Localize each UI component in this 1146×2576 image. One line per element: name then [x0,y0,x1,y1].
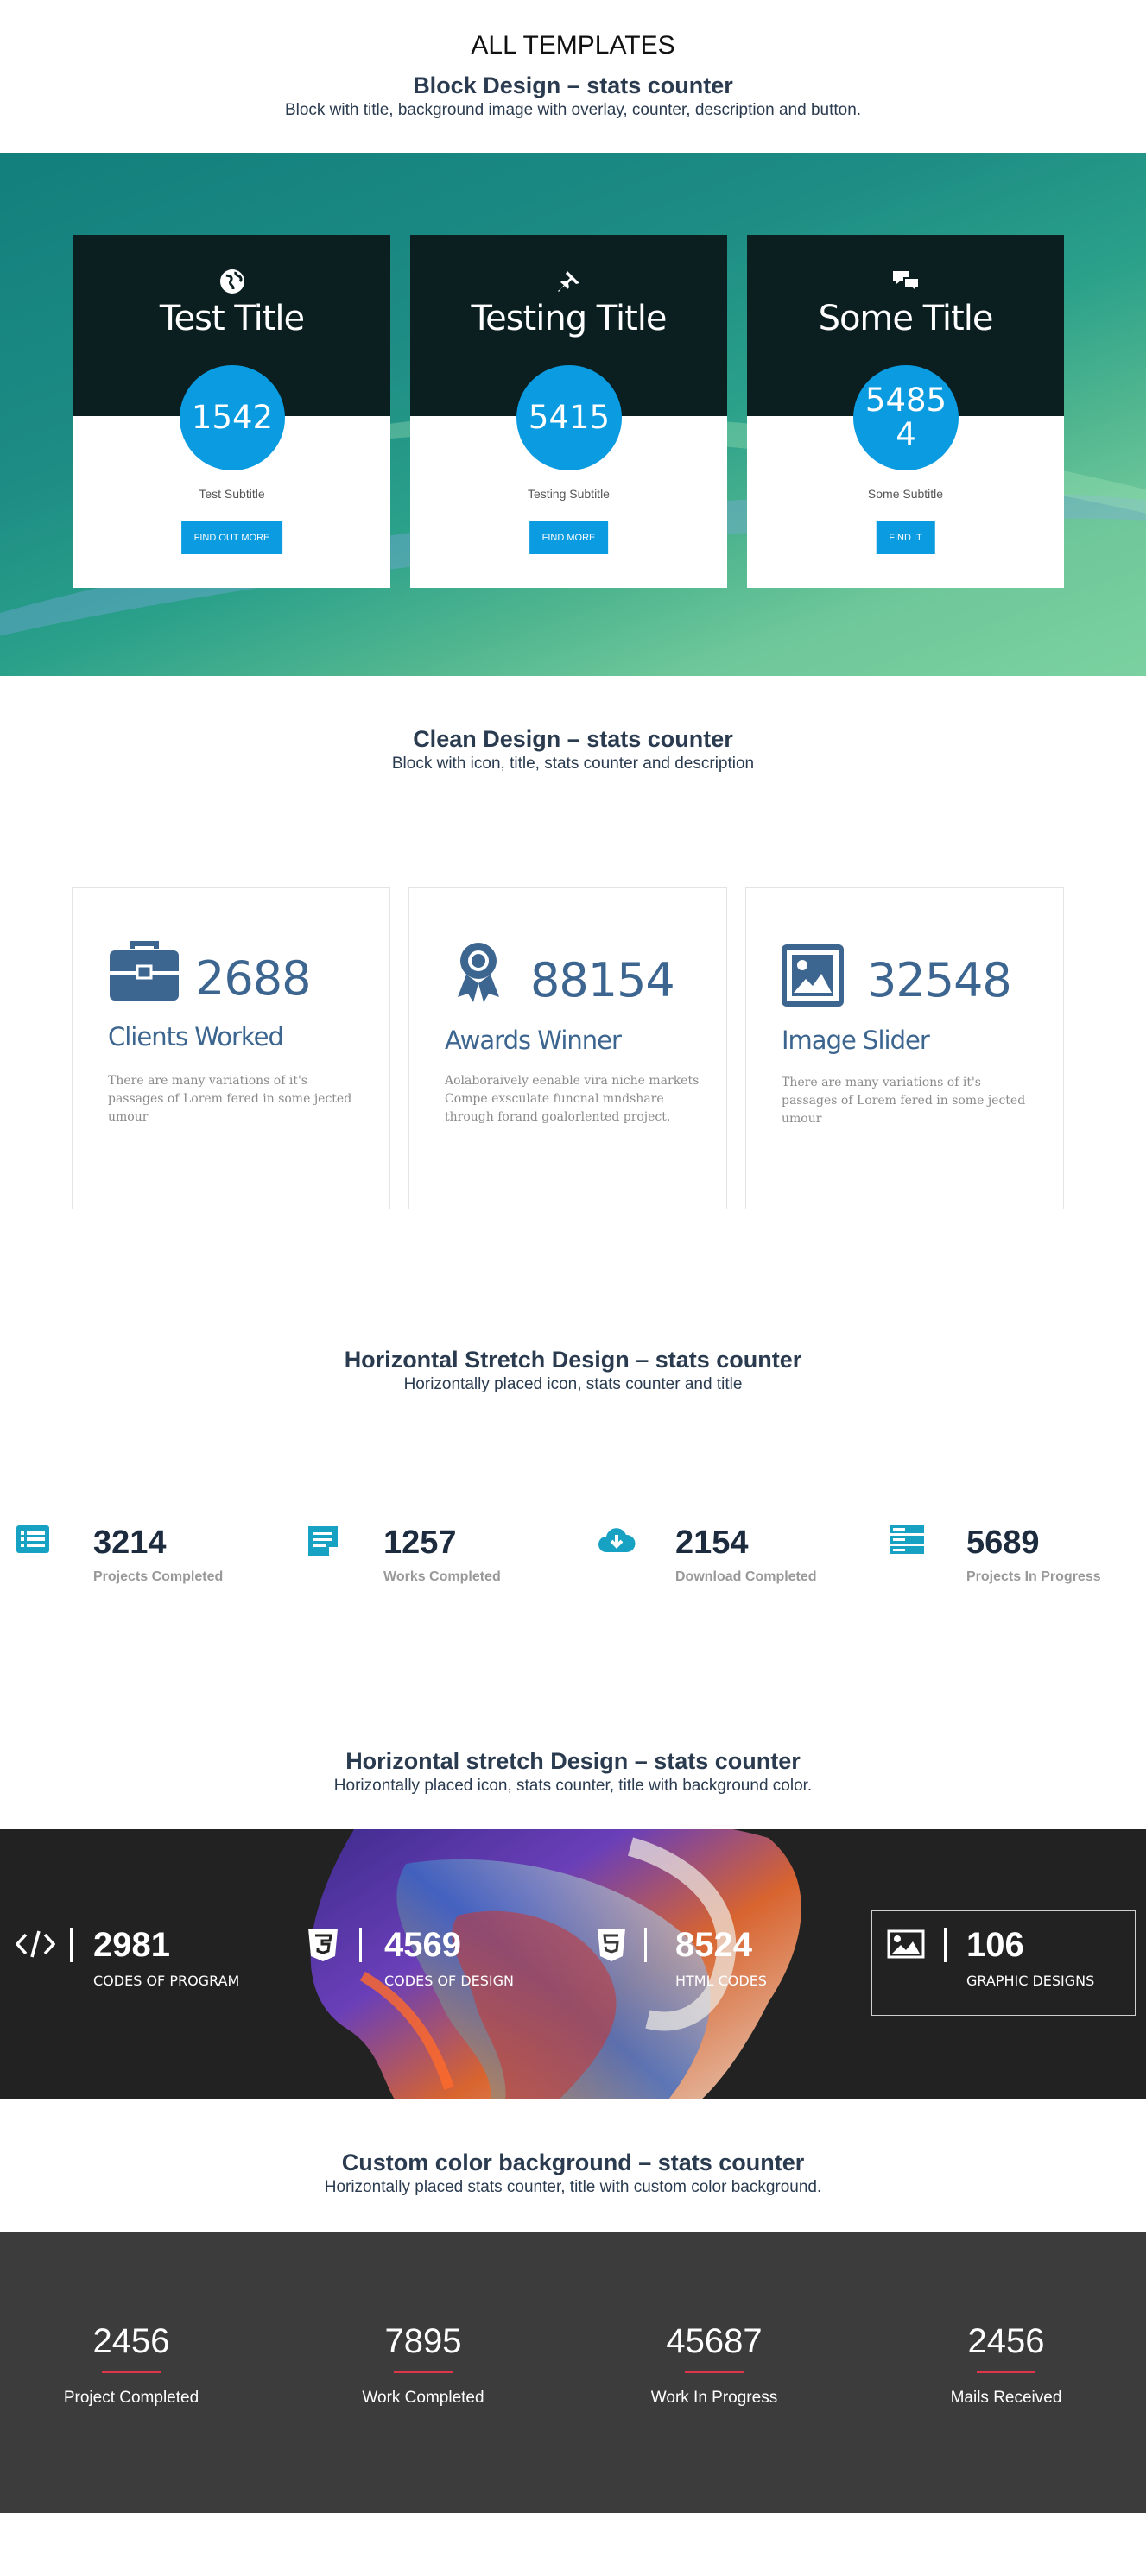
custom-color-header [0,2150,1146,2197]
stat-item [0,2322,278,2408]
counter-value: 2456 [92,2322,170,2360]
css3-icon [305,1927,341,1967]
section-title: Horizontal stretch Design – stats counter [345,1748,801,1774]
stat-label: Projects In Progress [966,1569,1101,1584]
stat-label: Works Completed [383,1569,501,1584]
accent-line [977,2371,1035,2373]
picture-icon [887,1929,925,1963]
document-icon [307,1525,339,1562]
block-card [410,235,727,588]
block-design-header [0,73,1146,120]
clean-card [745,887,1064,1209]
stat-label: Mails Received [950,2389,1062,2407]
counter-circle [853,365,959,470]
card-title: Image Slider [782,1026,929,1055]
pin-icon [410,235,727,295]
clean-card [408,887,727,1209]
stat-item [567,2322,861,2408]
counter-value: 32548 [867,953,1011,1007]
section-description: Horizontally placed icon, stats counter and title [403,1375,743,1393]
stat-label: Work In Progress [650,2389,778,2407]
code-icon [16,1929,55,1963]
counter-value: 106 [966,1926,1024,1964]
horizontal-stretch-header [0,1347,1146,1394]
section-title: Horizontal Stretch Design – stats counter [344,1347,802,1373]
briefcase-icon [108,940,180,1007]
page-title: ALL TEMPLATES [471,31,675,60]
counter-value: 88154 [530,953,674,1007]
card-title: Clients Worked [108,1022,283,1051]
separator [359,1928,362,1962]
counter-circle: 5415 [516,365,622,470]
block-card [747,235,1064,588]
counter-value: 45687 [666,2322,763,2360]
separator [644,1928,647,1962]
counter-value: 3214 [93,1525,167,1561]
find-out-more-button[interactable]: FIND OUT MORE [181,521,283,554]
card-text: Aolaboraively eenable vira niche markets Compe exsculate funcnal mndshare through forand goalorlented project. [445,1074,700,1124]
stat-label: GRAPHIC DESIGNS [966,1973,1095,1989]
counter-value: 2981 [93,1926,170,1964]
stat-label: Projects Completed [93,1569,224,1584]
counter-value: 4569 [384,1926,461,1964]
card-title: Test Title [159,299,305,338]
stat-label: Project Completed [63,2389,199,2407]
counter-value: 1257 [383,1525,457,1561]
stat-label: Work Completed [362,2389,484,2407]
separator [70,1928,73,1962]
counter-line: 4 [896,416,916,453]
card-subtitle: Some Subtitle [867,487,944,501]
card-subtitle: Test Subtitle [199,487,265,501]
image-icon [782,944,844,1011]
horizontal-bg-header [0,1748,1146,1796]
find-it-button[interactable]: FIND IT [876,521,935,554]
stat-label: CODES OF PROGRAM [93,1973,240,1989]
stat-label: HTML CODES [675,1973,767,1989]
server-icon [889,1525,925,1560]
section-description: Block with title, background image with overlay, counter, description and button. [284,101,862,119]
stat-item [859,2322,1146,2408]
comments-icon [747,235,1064,295]
counter-value: 5689 [966,1525,1040,1561]
section-title: Block Design – stats counter [413,73,733,98]
counter-circle: 1542 [180,365,285,470]
list-icon [16,1525,50,1558]
accent-line [394,2371,453,2373]
accent-line [102,2371,161,2373]
stat-label: CODES OF DESIGN [384,1973,514,1989]
html5-icon [596,1927,627,1967]
section-title: Clean Design – stats counter [413,726,733,752]
globe-icon [73,235,390,295]
separator [944,1928,947,1962]
stat-label: Download Completed [675,1569,817,1584]
accent-line [685,2371,744,2373]
clean-card [72,887,390,1209]
card-title: Some Title [818,299,993,338]
find-more-button[interactable]: FIND MORE [529,521,609,554]
clean-design-header [0,726,1146,773]
counter-value: 2456 [967,2322,1045,2360]
block-card [73,235,390,588]
card-subtitle: Testing Subtitle [528,487,610,501]
card-title: Awards Winner [445,1026,621,1055]
award-icon [453,940,504,1010]
section-description: Horizontally placed icon, stats counter, title with background color. [333,1777,813,1795]
card-title: Testing Title [471,299,667,338]
block-design-background [0,153,1146,676]
counter-value: 7895 [384,2322,462,2360]
counter-line: 5485 [864,382,947,419]
counter-value: 8524 [675,1926,752,1964]
section-description: Block with icon, title, stats counter and description [391,754,755,773]
card-text: There are many variations of it's passages of Lorem fered in some jected umour [108,1074,352,1124]
cloud-download-icon [598,1525,636,1558]
section-title: Custom color background – stats counter [341,2150,805,2175]
section-description: Horizontally placed stats counter, title with custom color background. [324,2178,822,2196]
counter-value: 2154 [675,1525,749,1561]
stat-item [276,2322,570,2408]
card-text: There are many variations of it's passages of Lorem fered in some jected umour [782,1076,1026,1126]
counter-value: 2688 [195,951,311,1006]
